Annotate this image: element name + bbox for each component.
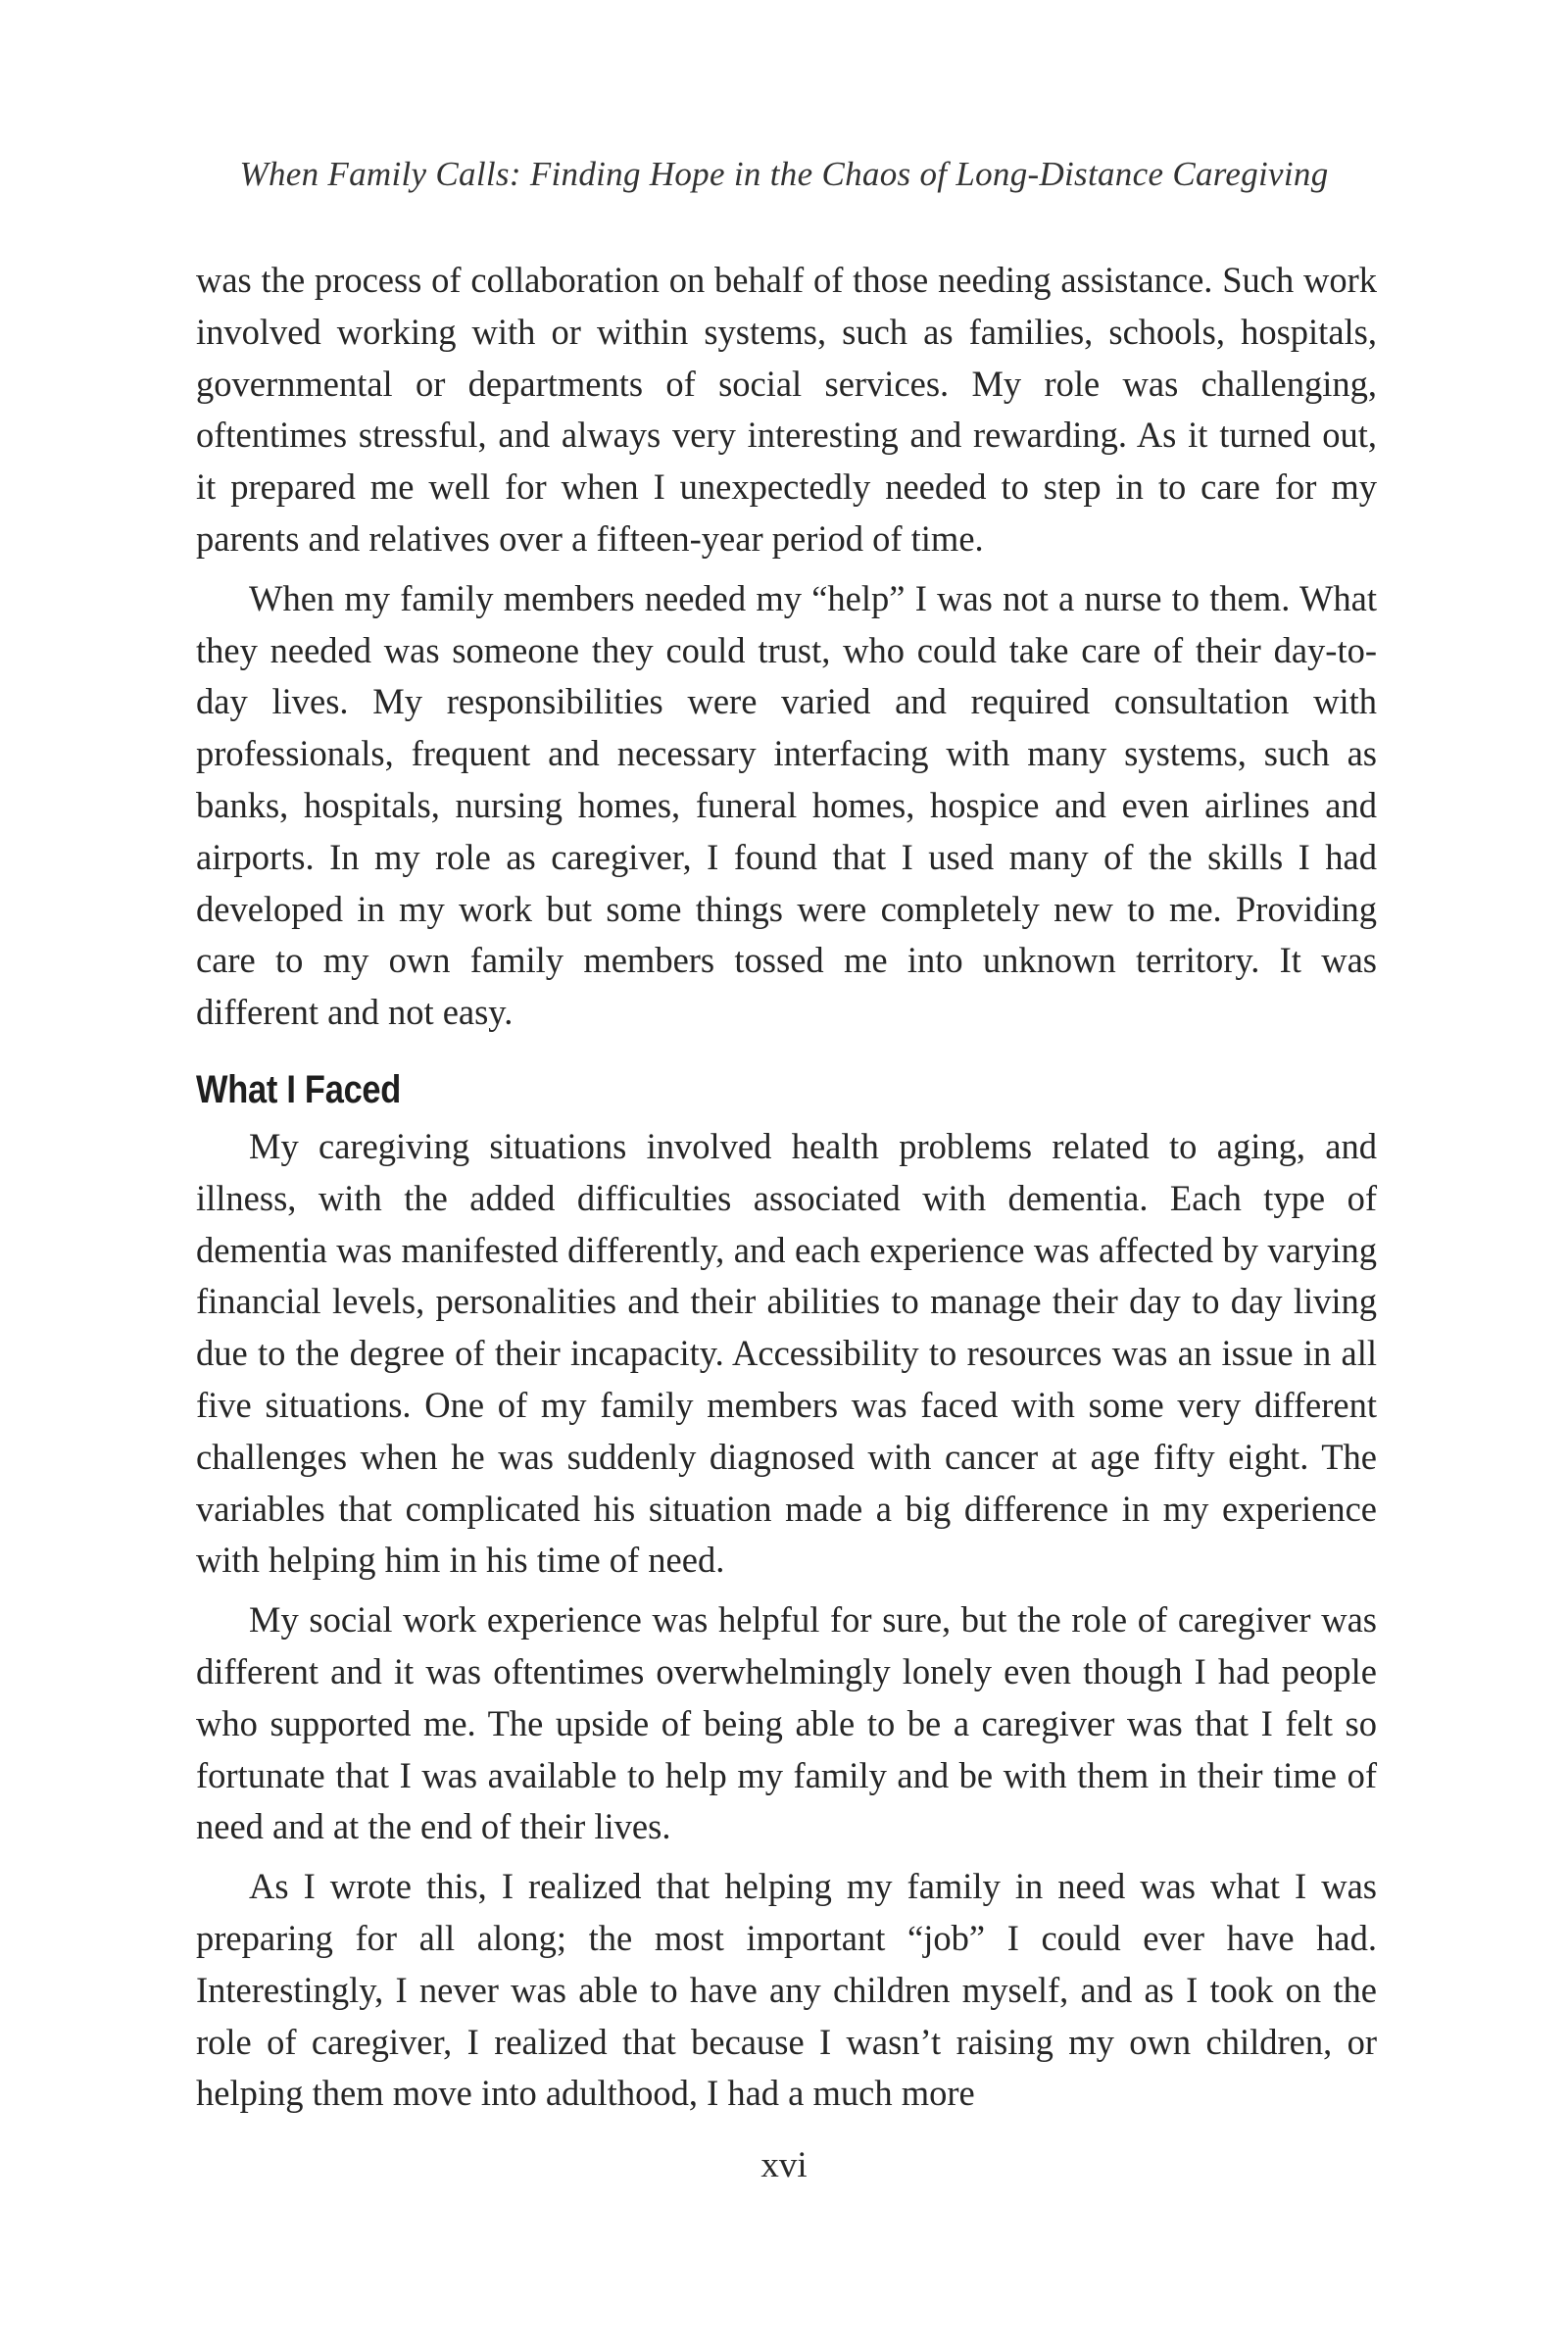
body-text: [196, 255, 1377, 2128]
paragraph-2: When my family members needed my “help” I was not a nurse to them. What they needed was someone they could trust, who could take care of their day-to-day lives. My responsibilities were varied and required consultation with professionals, frequent and necessary interfacing with many systems, such as banks, hospitals, nursing homes, funeral homes, hospice and even airlines and airports. In my role as caregiver, I found that I used many of the skills I had developed in my work but some things were completely new to me. Providing care to my own family members tossed me into unknown territory. It was different and not easy.: [196, 577, 1377, 1033]
section-heading: What I Faced: [196, 1067, 402, 1111]
paragraph-4: My social work experience was helpful for sure, but the role of caregiver was different and it was oftentimes overwhelmingly lonely even though I had people who supported me. The upside of being able to be a caregiver was that I felt so fortunate that I was available to help my family and be with them in their time of need and at the end of their lives.: [196, 1599, 1377, 1847]
page-number: xvi: [760, 2145, 808, 2185]
paragraph-1: was the process of collaboration on behalf of those needing assistance. Such work involved working with or within systems, such as families, schools, hospitals, governmental or departments of social services. My role was challenging, oftentimes stressful, and always very interesting and rewarding. As it turned out, it prepared me well for when I unexpectedly needed to step in to care for my parents and relatives over a fifteen-year period of time.: [196, 260, 1377, 559]
running-head: When Family Calls: Finding Hope in the Chaos of Long-Distance Caregiving: [239, 155, 1329, 193]
paragraph-3: My caregiving situations involved health problems related to aging, and illness, with the added difficulties associated with dementia. Each type of dementia was manifested differently, and each experience was affected by varying financial levels, personalities and their abilities to manage their day to day living due to the degree of their incapacity. Accessibility to resources was an issue in all five situations. One of my family members was faced with some very different challenges when he was suddenly diagnosed with cancer at age fifty eight. The variables that complicated his situation made a big difference in my experience with helping him in his time of need.: [196, 1125, 1377, 1581]
paragraph-5: As I wrote this, I realized that helping my family in need was what I was preparing for all along; the most important “job” I could ever have had. Interestingly, I never was able to have any children myself, and as I took on the role of caregiver, I realized that because I wasn’t raising my own children, or helping them move into adulthood, I had a much more: [196, 1866, 1377, 2114]
